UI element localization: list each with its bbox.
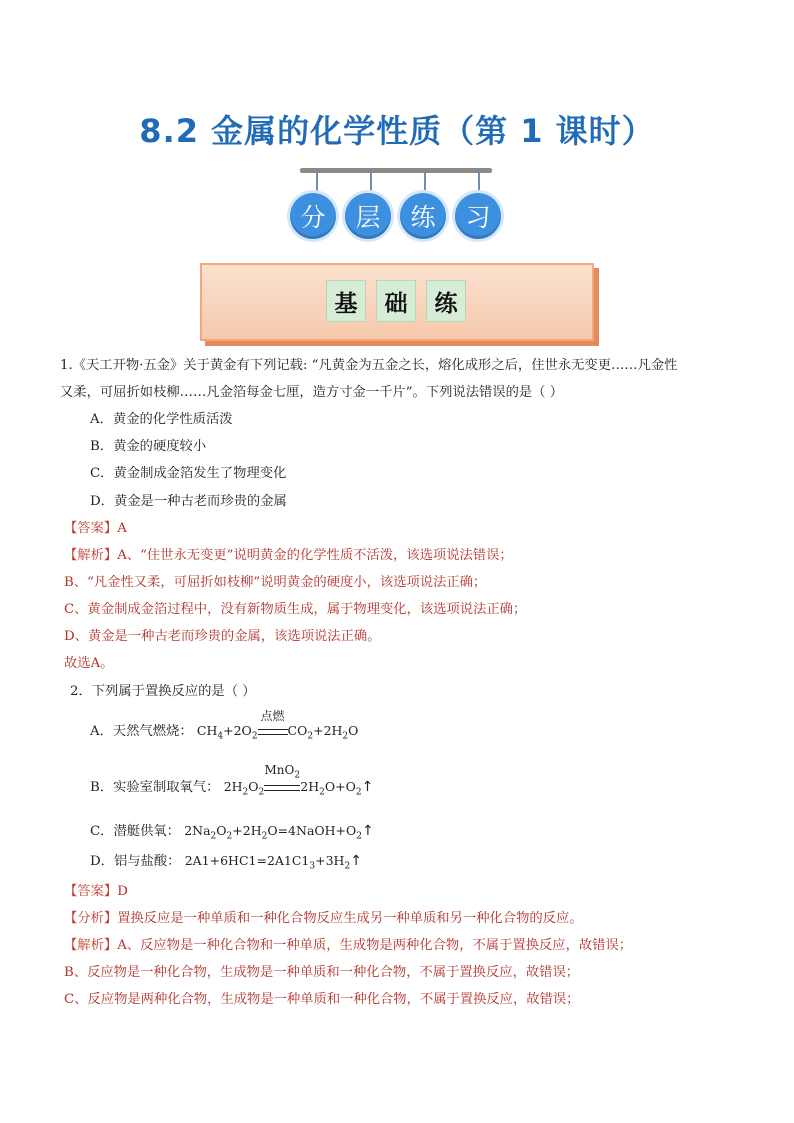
- banner-tile: 基: [326, 280, 366, 322]
- badge-lian: 练: [400, 193, 446, 239]
- answer-tag: 【答案】: [64, 884, 118, 899]
- q1-stem-line1: 1.《天工开物·五金》关于黄金有下列记载: “凡黄金为五金之长，熔化成形之后，住世永无变更……凡金性: [60, 358, 678, 373]
- badge-ceng: 层: [345, 193, 391, 239]
- answer-value: D: [117, 884, 128, 899]
- reaction-condition: MnO$_2$: [264, 779, 300, 794]
- badge-rail: [300, 168, 492, 173]
- q2-option-b: B．实验室制取氧气： $2H_2O_2$ MnO$_2$ $2H_2O+O_2↑$: [90, 763, 374, 798]
- reaction-condition: 点燃: [258, 723, 288, 738]
- badge-fen: 分: [290, 193, 336, 239]
- q2-option-a: A．天然气燃烧： $CH_4+2O_2$ 点燃 $CO_2+2H_2O$: [90, 709, 359, 742]
- q1-analysis-line: C、黄金制成金箔过程中，没有新物质生成，属于物理变化，该选项说法正确；: [64, 602, 527, 617]
- level-banner: [200, 263, 594, 341]
- q2-fenxi: 【分析】置换反应是一种单质和一种化合物反应生成另一种单质和另一种化合物的反应。: [64, 911, 583, 926]
- answer-value: A: [117, 521, 127, 536]
- q1-analysis-line: 故选A。: [64, 656, 114, 671]
- q1-option-d: D．黄金是一种古老而珍贵的金属: [90, 494, 287, 509]
- q1-option-c: C．黄金制成金箔发生了物理变化: [90, 466, 287, 481]
- badge-xi: 习: [455, 193, 501, 239]
- q2-analysis-line: B、反应物是一种化合物，生成物是一种单质和一种化合物，不属于置换反应，故错误；: [64, 965, 580, 980]
- badge-pin: [316, 170, 318, 192]
- q2-analysis-line: C、反应物是两种化合物，生成物是一种单质和一种化合物，不属于置换反应，故错误；: [64, 992, 580, 1007]
- q1-stem-line2: 又柔，可屈折如枝柳……凡金箔每金七厘，造方寸金一千片”。下列说法错误的是（ ）: [60, 385, 564, 400]
- q1-analysis-line: D、黄金是一种古老而珍贵的金属，该选项说法正确。: [64, 629, 381, 644]
- q2-option-c: C．潜艇供氧： $2Na_2O_2+2H_2O=4NaOH+O_2↑$: [90, 823, 374, 842]
- q1-option-a: A．黄金的化学性质活泼: [90, 412, 233, 427]
- q2-stem: 2．下列属于置换反应的是（ ）: [70, 684, 256, 699]
- answer-tag: 【答案】: [64, 521, 118, 536]
- badge-pin: [478, 170, 480, 192]
- q2-answer: [64, 880, 128, 899]
- analysis-tag: 【解析】: [64, 938, 118, 953]
- q1-analysis-line: 【解析】A、“住世永无变更”说明黄金的化学性质不活泼，该选项说法错误；: [64, 548, 513, 563]
- badge-pin: [370, 170, 372, 192]
- q1-option-b: B．黄金的硬度较小: [90, 439, 207, 454]
- fenxi-tag: 【分析】: [64, 911, 118, 926]
- banner-tile: 练: [426, 280, 466, 322]
- q1-answer: [64, 517, 127, 536]
- badge-pin: [424, 170, 426, 192]
- q1-analysis-line: B、“凡金性又柔，可屈折如枝柳”说明黄金的硬度小，该选项说法正确；: [64, 575, 487, 590]
- q2-analysis-line: 【解析】A、反应物是一种化合物和一种单质，生成物是两种化合物，不属于置换反应，故错误；: [64, 938, 633, 953]
- analysis-tag: 【解析】: [64, 548, 118, 563]
- page-title: 8.2 金属的化学性质（第 1 课时）: [139, 112, 655, 150]
- q2-option-d: D．铝与盐酸： $2A1+6HC1=2A1C1_3+3H_2↑$: [90, 853, 362, 872]
- banner-tile: 础: [376, 280, 416, 322]
- section-badges: [290, 193, 505, 239]
